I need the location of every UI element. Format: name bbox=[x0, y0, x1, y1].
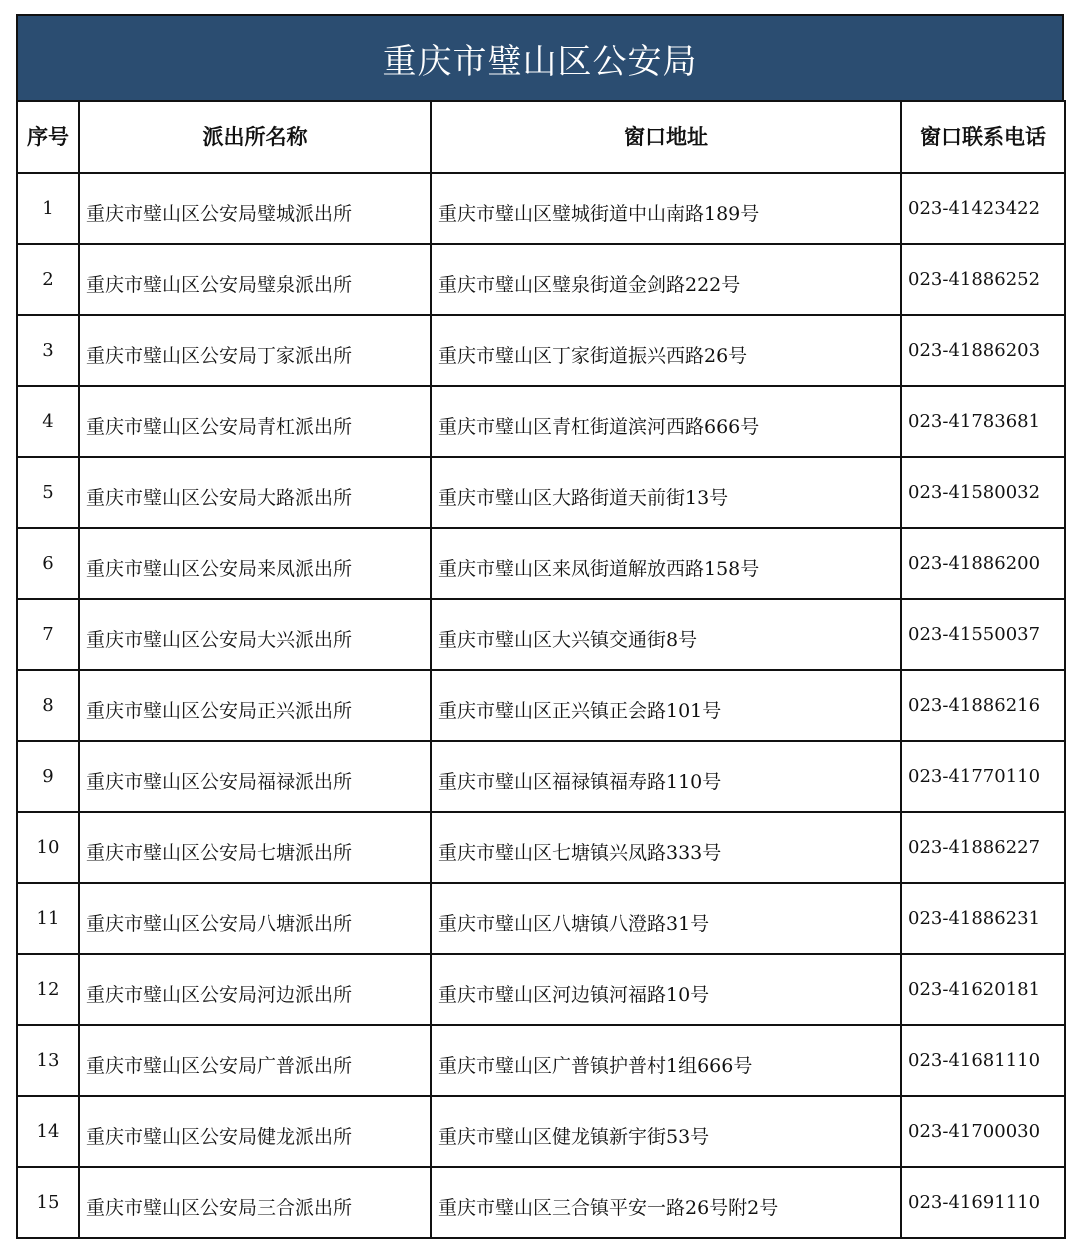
row-number: 7 bbox=[17, 599, 79, 670]
table-row bbox=[17, 812, 1065, 883]
station-phone: 023-41783681 bbox=[901, 386, 1065, 457]
row-number: 8 bbox=[17, 670, 79, 741]
station-phone: 023-41770110 bbox=[901, 741, 1065, 812]
station-address: 重庆市璧山区璧泉街道金剑路222号 bbox=[431, 244, 901, 315]
station-phone: 023-41886252 bbox=[901, 244, 1065, 315]
station-address: 重庆市璧山区丁家街道振兴西路26号 bbox=[431, 315, 901, 386]
table-row bbox=[17, 457, 1065, 528]
table-row bbox=[17, 954, 1065, 1025]
station-address: 重庆市璧山区河边镇河福路10号 bbox=[431, 954, 901, 1025]
station-address: 重庆市璧山区福禄镇福寿路110号 bbox=[431, 741, 901, 812]
station-name: 重庆市璧山区公安局健龙派出所 bbox=[79, 1096, 431, 1167]
station-name: 重庆市璧山区公安局来凤派出所 bbox=[79, 528, 431, 599]
table-row bbox=[17, 244, 1065, 315]
table-row bbox=[17, 1096, 1065, 1167]
station-phone: 023-41886227 bbox=[901, 812, 1065, 883]
station-phone: 023-41886216 bbox=[901, 670, 1065, 741]
row-number: 1 bbox=[17, 173, 79, 244]
row-number: 4 bbox=[17, 386, 79, 457]
table-row bbox=[17, 1025, 1065, 1096]
row-number: 2 bbox=[17, 244, 79, 315]
station-phone: 023-41886231 bbox=[901, 883, 1065, 954]
station-address: 重庆市璧山区八塘镇八澄路31号 bbox=[431, 883, 901, 954]
station-table bbox=[16, 100, 1066, 1239]
station-address: 重庆市璧山区璧城街道中山南路189号 bbox=[431, 173, 901, 244]
row-number: 14 bbox=[17, 1096, 79, 1167]
table-row bbox=[17, 741, 1065, 812]
station-address: 重庆市璧山区大路街道天前街13号 bbox=[431, 457, 901, 528]
station-address: 重庆市璧山区来凤街道解放西路158号 bbox=[431, 528, 901, 599]
station-name: 重庆市璧山区公安局大兴派出所 bbox=[79, 599, 431, 670]
station-phone: 023-41886203 bbox=[901, 315, 1065, 386]
row-number: 13 bbox=[17, 1025, 79, 1096]
table-row bbox=[17, 173, 1065, 244]
station-address: 重庆市璧山区广普镇护普村1组666号 bbox=[431, 1025, 901, 1096]
table-row bbox=[17, 599, 1065, 670]
station-address: 重庆市璧山区健龙镇新宇街53号 bbox=[431, 1096, 901, 1167]
row-number: 3 bbox=[17, 315, 79, 386]
station-phone: 023-41691110 bbox=[901, 1167, 1065, 1238]
header-address: 窗口地址 bbox=[431, 101, 901, 173]
header-no: 序号 bbox=[17, 101, 79, 173]
police-station-directory bbox=[16, 14, 1064, 1239]
station-address: 重庆市璧山区七塘镇兴凤路333号 bbox=[431, 812, 901, 883]
station-name: 重庆市璧山区公安局青杠派出所 bbox=[79, 386, 431, 457]
row-number: 6 bbox=[17, 528, 79, 599]
station-address: 重庆市璧山区正兴镇正会路101号 bbox=[431, 670, 901, 741]
row-number: 10 bbox=[17, 812, 79, 883]
header-row bbox=[17, 101, 1065, 173]
station-name: 重庆市璧山区公安局河边派出所 bbox=[79, 954, 431, 1025]
station-name: 重庆市璧山区公安局广普派出所 bbox=[79, 1025, 431, 1096]
station-address: 重庆市璧山区三合镇平安一路26号附2号 bbox=[431, 1167, 901, 1238]
table-row bbox=[17, 315, 1065, 386]
station-name: 重庆市璧山区公安局璧泉派出所 bbox=[79, 244, 431, 315]
station-name: 重庆市璧山区公安局八塘派出所 bbox=[79, 883, 431, 954]
station-phone: 023-41620181 bbox=[901, 954, 1065, 1025]
station-phone: 023-41580032 bbox=[901, 457, 1065, 528]
page-title: 重庆市璧山区公安局 bbox=[16, 14, 1064, 100]
station-phone: 023-41681110 bbox=[901, 1025, 1065, 1096]
station-name: 重庆市璧山区公安局七塘派出所 bbox=[79, 812, 431, 883]
table-row bbox=[17, 386, 1065, 457]
table-row bbox=[17, 670, 1065, 741]
header-name: 派出所名称 bbox=[79, 101, 431, 173]
station-name: 重庆市璧山区公安局璧城派出所 bbox=[79, 173, 431, 244]
header-phone: 窗口联系电话 bbox=[901, 101, 1065, 173]
station-name: 重庆市璧山区公安局福禄派出所 bbox=[79, 741, 431, 812]
station-name: 重庆市璧山区公安局丁家派出所 bbox=[79, 315, 431, 386]
station-address: 重庆市璧山区大兴镇交通街8号 bbox=[431, 599, 901, 670]
row-number: 5 bbox=[17, 457, 79, 528]
station-name: 重庆市璧山区公安局大路派出所 bbox=[79, 457, 431, 528]
table-body bbox=[17, 173, 1065, 1238]
row-number: 11 bbox=[17, 883, 79, 954]
row-number: 9 bbox=[17, 741, 79, 812]
table-row bbox=[17, 883, 1065, 954]
row-number: 12 bbox=[17, 954, 79, 1025]
table-row bbox=[17, 528, 1065, 599]
station-phone: 023-41886200 bbox=[901, 528, 1065, 599]
station-phone: 023-41700030 bbox=[901, 1096, 1065, 1167]
station-address: 重庆市璧山区青杠街道滨河西路666号 bbox=[431, 386, 901, 457]
row-number: 15 bbox=[17, 1167, 79, 1238]
station-name: 重庆市璧山区公安局三合派出所 bbox=[79, 1167, 431, 1238]
table-row bbox=[17, 1167, 1065, 1238]
station-phone: 023-41423422 bbox=[901, 173, 1065, 244]
station-name: 重庆市璧山区公安局正兴派出所 bbox=[79, 670, 431, 741]
station-phone: 023-41550037 bbox=[901, 599, 1065, 670]
